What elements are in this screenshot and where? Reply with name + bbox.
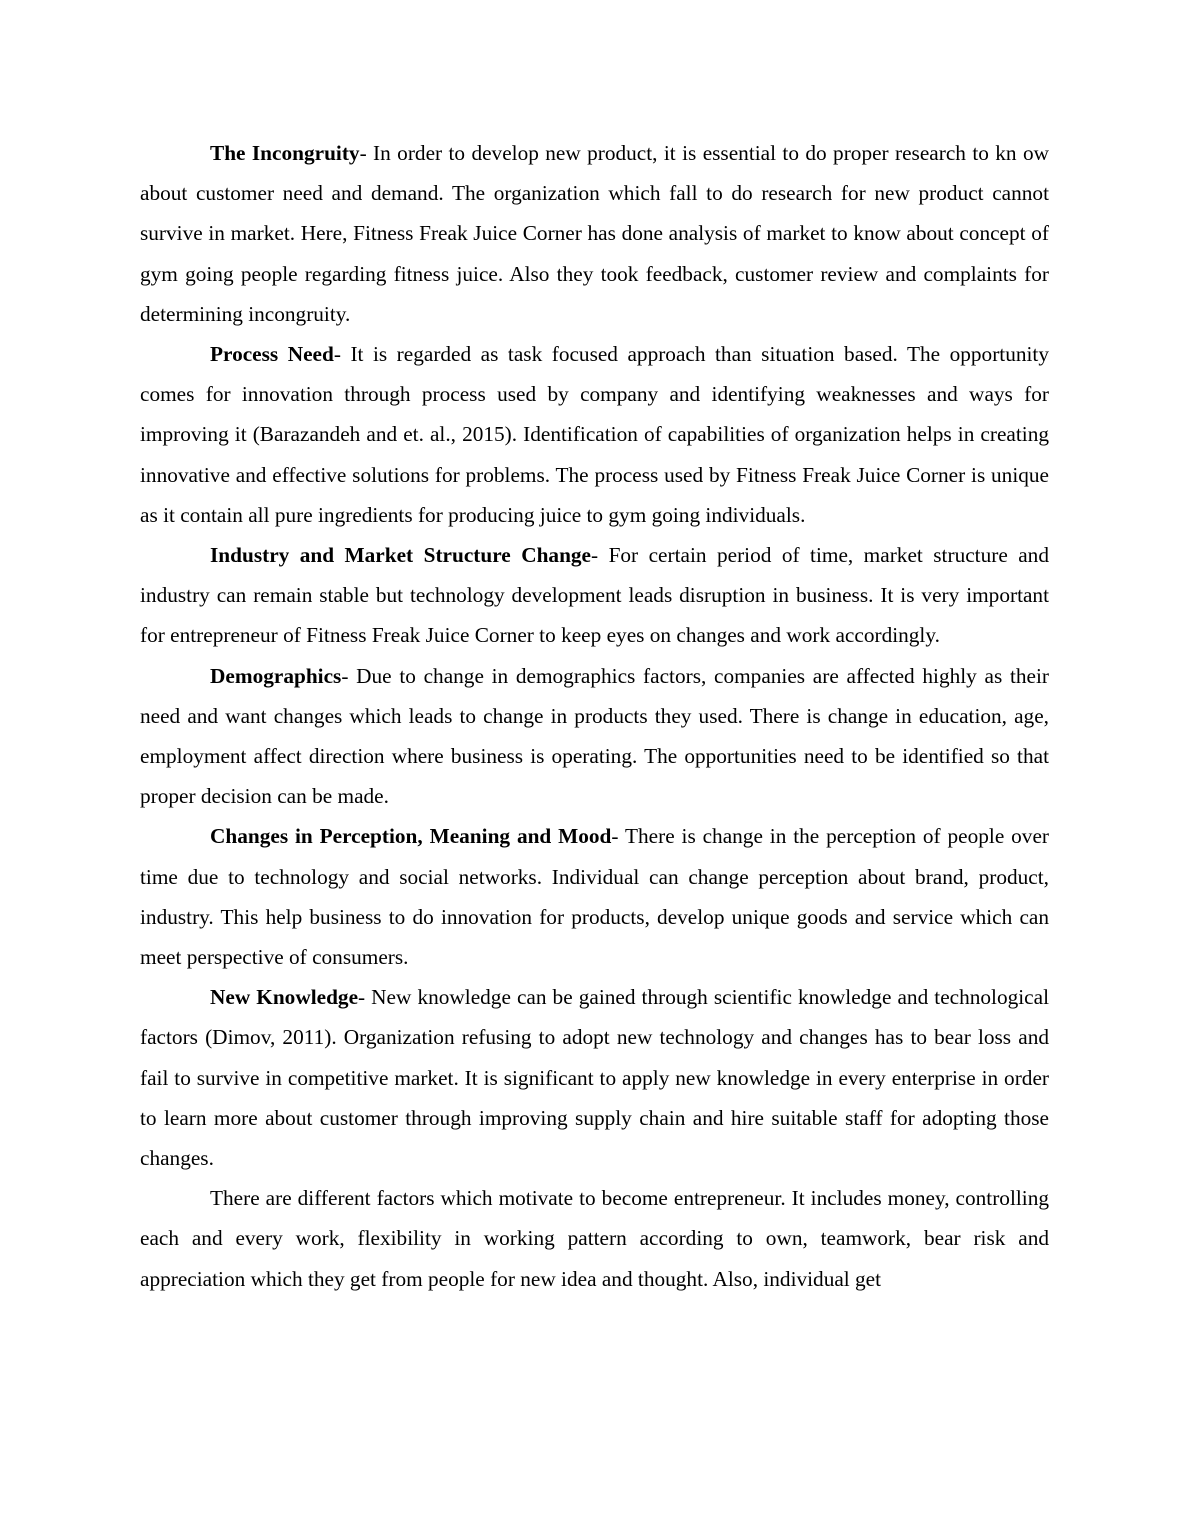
paragraph-text: - Due to change in demographics factors, companies are affected highly as their need and want changes which leads to change in products they used. There is change in education, age, employment affect direction where business is operating. The opportunities need to be identified so that proper decision can be made. (140, 663, 1049, 809)
paragraph-new-knowledge (140, 977, 1049, 1178)
paragraph-text: - For certain period of time, market structure and industry can remain stable but technology development leads disruption in business. It is very important for entrepreneur of Fitness Freak Juice Corner to keep eyes on changes and work accordingly. (140, 543, 1049, 648)
paragraph-heading: Process Need (210, 342, 334, 367)
paragraph-text: - In order to develop new product, it is essential to do proper research to kn ow about customer need and demand. The organization which fall to do research for new product cannot survive in market. Here, Fitness Freak Juice Corner has done analysis of market to know about concept of gym going people regarding fitness juice. Also they took feedback, customer review and complaints for determining incongruity. (140, 141, 1049, 326)
paragraph-heading: New Knowledge (210, 985, 359, 1010)
document-body (140, 133, 1049, 1299)
paragraph-heading: The Incongruity (210, 141, 360, 165)
paragraph-text: There are different factors which motivate to become entrepreneur. It includes money, controlling each and every work, flexibility in working pattern according to own, teamwork, bear risk and appreciation which they get from people for new idea and thought. Also, individual get (140, 1186, 1049, 1291)
paragraph-heading: Changes in Perception, Meaning and Mood (210, 824, 612, 849)
paragraph-process-need (140, 334, 1049, 535)
paragraph-text: - It is regarded as task focused approach than situation based. The opportunity comes for innovation through process used by company and identifying weaknesses and ways for improving it (Barazandeh and et. al., 2015). Identification of capabilities of organization helps in creating innovative and effective solutions for problems. The process used by Fitness Freak Juice Corner is unique as it contain all pure ingredients for producing juice to gym going individuals. (140, 342, 1049, 527)
paragraph-text: - New knowledge can be gained through scientific knowledge and technological factors (Dimov, 2011). Organization refusing to adopt new technology and changes has to bear loss and fail to survive in competitive market. It is significant to apply new knowledge in every enterprise in order to learn more about customer through improving supply chain and hire suitable staff for adopting those changes. (140, 985, 1049, 1171)
paragraph-text: - There is change in the perception of people over time due to technology and social networks. Individual can change perception about brand, product, industry. This help business to do innovation for products, develop unique goods and service which can meet perspective of consumers. (140, 824, 1049, 970)
paragraph-entrepreneur-factors (140, 1178, 1049, 1299)
paragraph-perception (140, 816, 1049, 977)
paragraph-incongruity (140, 133, 1049, 334)
paragraph-industry-market-structure (140, 535, 1049, 656)
paragraph-heading: Demographics (210, 663, 342, 688)
paragraph-demographics (140, 656, 1049, 817)
paragraph-heading: Industry and Market Structure Change (210, 543, 592, 568)
